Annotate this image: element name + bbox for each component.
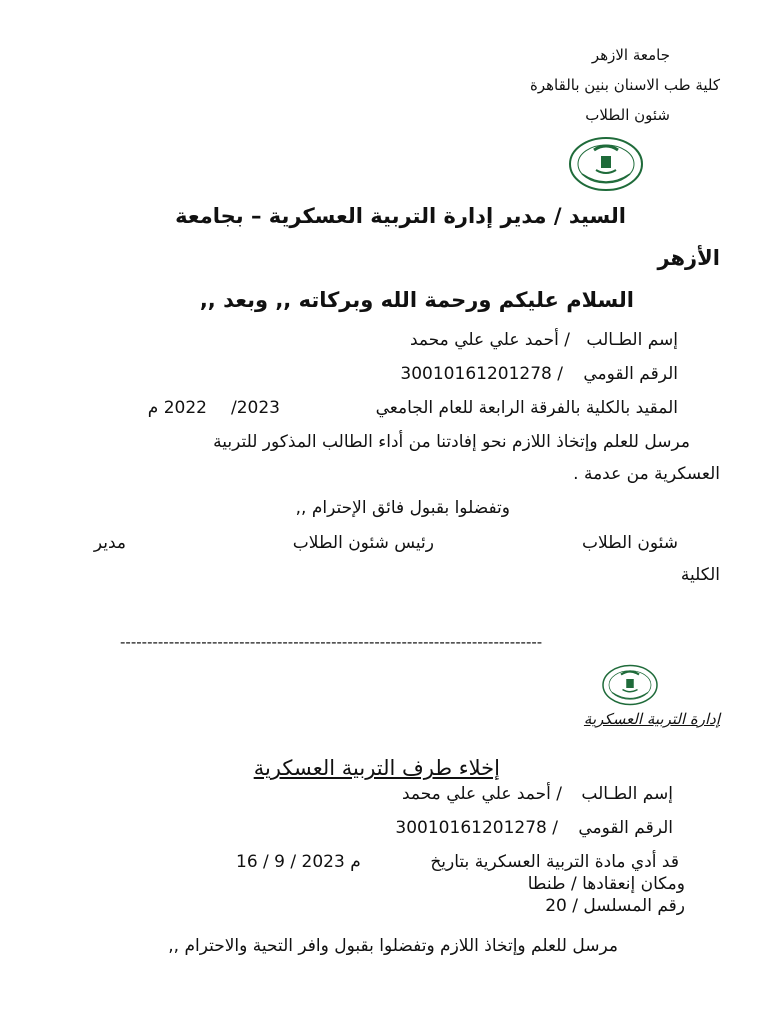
university-seal-logo xyxy=(568,136,644,196)
signature-dean-1: مدير xyxy=(93,533,126,553)
clearance-national-id-value: / 30010161201278 xyxy=(395,818,558,838)
clearance-student-name-value: / أحمد علي علي محمد xyxy=(401,784,562,804)
university-name: جامعة الازهر xyxy=(591,46,670,64)
closing-line: وتفضلوا بقبول فائق الإحترام ,, xyxy=(295,498,510,518)
greeting: السلام عليكم ورحمة الله وبركاته ,, وبعد ,, xyxy=(199,288,634,312)
faculty-name: كلية طب الاسنان بنين بالقاهرة xyxy=(530,76,720,94)
clearance-venue: ومكان إنعقادها / طنطا xyxy=(527,874,685,894)
clearance-completed-text: قد أدي مادة التربية العسكرية بتاريخ xyxy=(430,852,679,872)
clearance-closing: مرسل للعلم وإتخاذ اللازم وتفضلوا بقبول وافر التحية والاحترام ,, xyxy=(168,936,618,956)
student-name-label: إسم الطـالب xyxy=(586,330,678,350)
clearance-title: إخلاء طرف التربية العسكرية xyxy=(253,756,500,780)
year-from: /2023 xyxy=(231,398,280,418)
student-name-value: / أحمد علي علي محمد xyxy=(409,330,570,350)
clearance-student-name-label: إسم الطـالب xyxy=(581,784,673,804)
section-divider: ------------------------------------------------------------------------------ xyxy=(120,633,543,651)
national-id-value: / 30010161201278 xyxy=(400,364,563,384)
clearance-national-id-label: الرقم القومي xyxy=(578,818,673,838)
year-to: 2022 م xyxy=(147,398,207,418)
addressee-line-1: السيد / مدير إدارة التربية العسكرية – بجامعة xyxy=(175,204,626,228)
body-line-2: العسكرية من عدمة . xyxy=(573,464,720,484)
addressee-line-2: الأزهر xyxy=(657,246,720,270)
university-seal-logo-2 xyxy=(601,664,659,710)
clearance-completed-date: 16 / 9 / 2023 م xyxy=(236,852,361,872)
signature-head-affairs: رئيس شئون الطلاب xyxy=(292,533,434,553)
clearance-department: إدارة التربية العسكرية xyxy=(583,710,720,728)
body-line-1: مرسل للعلم وإتخاذ اللازم نحو إفادتنا من أداء الطالب المذكور للتربية xyxy=(213,432,690,452)
department-name: شئون الطلاب xyxy=(585,106,670,124)
signature-dean-2: الكلية xyxy=(680,565,720,585)
signature-student-affairs: شئون الطلاب xyxy=(581,533,678,553)
clearance-serial: رقم المسلسل / 20 xyxy=(545,896,685,916)
national-id-label: الرقم القومي xyxy=(583,364,678,384)
enrollment-text: المقيد بالكلية بالفرقة الرابعة للعام الجامعي xyxy=(375,398,678,418)
